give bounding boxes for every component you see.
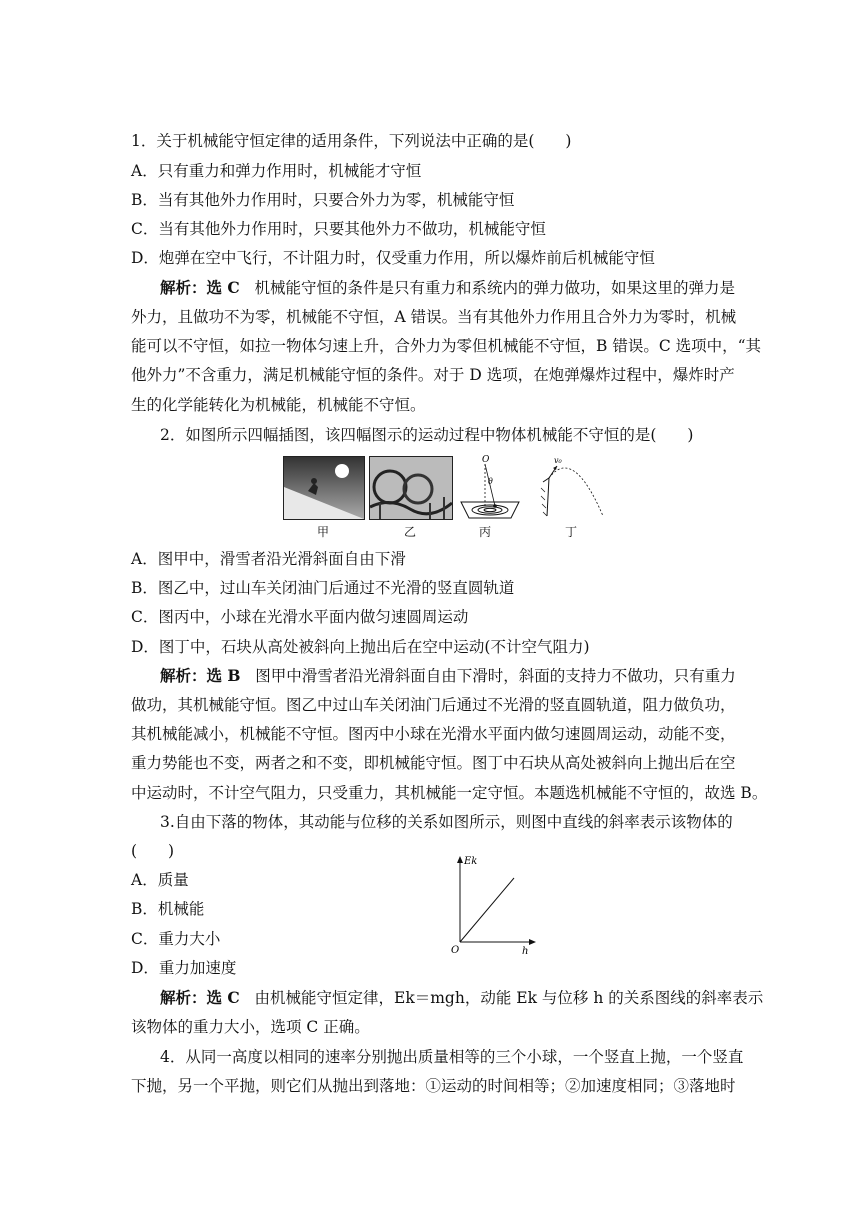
q1-analysis-line: 生的化学能转化为机械能，机械能不守恒。 — [131, 396, 426, 414]
graph-x-label: h — [522, 946, 529, 956]
fig-origin-label: O — [482, 455, 490, 465]
figure-jia-skier-photo — [283, 456, 365, 520]
ek-h-graph — [446, 850, 546, 956]
q3-stem-line2: ( ) — [131, 842, 175, 860]
caption-bing: 丙 — [478, 525, 491, 539]
caption-ding: 丁 — [564, 525, 577, 539]
figure-ding-projectile-diagram — [537, 454, 607, 520]
analysis-label: 解析： — [160, 988, 207, 1007]
figure-bing-pendulum-diagram — [455, 454, 525, 520]
fig-theta-label: θ — [488, 477, 493, 486]
analysis-text: 由机械能守恒定律，Ek＝mgh，动能 Ek 与位移 h 的关系图线的斜率表示 — [254, 989, 764, 1007]
q2-analysis-line: 做功，其机械能守恒。图乙中过山车关闭油门后通过不光滑的竖直圆轨道，阻力做负功， — [131, 696, 736, 714]
caption-yi: 乙 — [403, 525, 416, 539]
q2-option-c: C．图丙中，小球在光滑水平面内做匀速圆周运动 — [131, 608, 469, 626]
analysis-choice: 选 C — [206, 278, 240, 297]
q1-option-d: D．炮弹在空中飞行，不计阻力时，仅受重力作用，所以爆炸前后机械能守恒 — [131, 249, 655, 267]
q1-analysis-line: 他外力”不含重力，满足机械能守恒的条件。对于 D 选项，在炮弹爆炸过程中，爆炸时产 — [131, 366, 735, 384]
figure-yi-roller-coaster-photo — [369, 456, 453, 520]
q2-analysis-first-line — [160, 666, 736, 686]
graph-origin-label: O — [451, 945, 460, 956]
q3-option-c: C．重力大小 — [131, 930, 221, 948]
q3-analysis-first-line — [160, 988, 764, 1008]
q1-analysis-first-line — [160, 278, 736, 298]
q2-analysis-line: 其机械能减小，机械能不守恒。图丙中小球在光滑水平面内做匀速圆周运动，动能不变， — [131, 725, 736, 743]
q4-stem-line2: 下抛，另一个平抛，则它们从抛出到落地：①运动的时间相等；②加速度相同；③落地时 — [131, 1077, 736, 1095]
q2-option-a: A．图甲中，滑雪者沿光滑斜面自由下滑 — [131, 550, 406, 568]
caption-jia: 甲 — [316, 525, 329, 539]
q3-option-a: A．质量 — [131, 871, 189, 889]
q4-stem-line1: 4．从同一高度以相同的速率分别抛出质量相等的三个小球，一个竖直上抛，一个竖直 — [160, 1048, 744, 1066]
q1-option-a: A．只有重力和弹力作用时，机械能才守恒 — [131, 162, 422, 180]
analysis-label: 解析： — [160, 278, 207, 297]
q1-analysis-line: 能可以不守恒，如拉一物体匀速上升，合外力为零但机械能不守恒，B 错误。C 选项中，“其 — [131, 337, 762, 355]
analysis-text: 机械能守恒的条件是只有重力和系统内的弹力做功，如果这里的弹力是 — [254, 279, 736, 297]
analysis-label: 解析： — [160, 666, 207, 685]
q2-stem: 2．如图所示四幅插图，该四幅图示的运动过程中物体机械能不守恒的是( ) — [160, 426, 694, 444]
q1-option-b: B．当有其他外力作用时，只要合外力为零，机械能守恒 — [131, 191, 515, 209]
q1-analysis-line: 外力，且做功不为零，机械能不守恒，A 错误。当有其他外力作用且合外力为零时，机械 — [131, 308, 737, 326]
q1-option-c: C．当有其他外力作用时，只要其他外力不做功，机械能守恒 — [131, 220, 546, 238]
q3-option-b: B．机械能 — [131, 900, 205, 918]
analysis-choice: 选 B — [206, 666, 241, 685]
q2-option-b: B．图乙中，过山车关闭油门后通过不光滑的竖直圆轨道 — [131, 579, 515, 597]
q3-analysis-line: 该物体的重力大小，选项 C 正确。 — [131, 1018, 370, 1036]
q3-stem-line1: 3.自由下落的物体，其动能与位移的关系如图所示，则图中直线的斜率表示该物体的 — [160, 813, 733, 831]
q3-option-d: D．重力加速度 — [131, 959, 237, 977]
q2-analysis-line: 中运动时，不计空气阻力，只受重力，其机械能一定守恒。本题选机械能不守恒的，故选 B。 — [131, 784, 768, 802]
fig-v0-label: v₀ — [554, 456, 562, 465]
q2-option-d: D．图丁中，石块从高处被斜向上抛出后在空中运动(不计空气阻力) — [131, 638, 590, 656]
analysis-choice: 选 C — [206, 988, 240, 1007]
q1-stem: 1．关于机械能守恒定律的适用条件，下列说法中正确的是( ) — [131, 132, 572, 150]
graph-y-label: Ek — [464, 856, 478, 867]
analysis-text: 图甲中滑雪者沿光滑斜面自由下滑时，斜面的支持力不做功，只有重力 — [255, 667, 736, 685]
q2-analysis-line: 重力势能也不变，两者之和不变，即机械能守恒。图丁中石块从高处被斜向上抛出后在空 — [131, 754, 736, 772]
